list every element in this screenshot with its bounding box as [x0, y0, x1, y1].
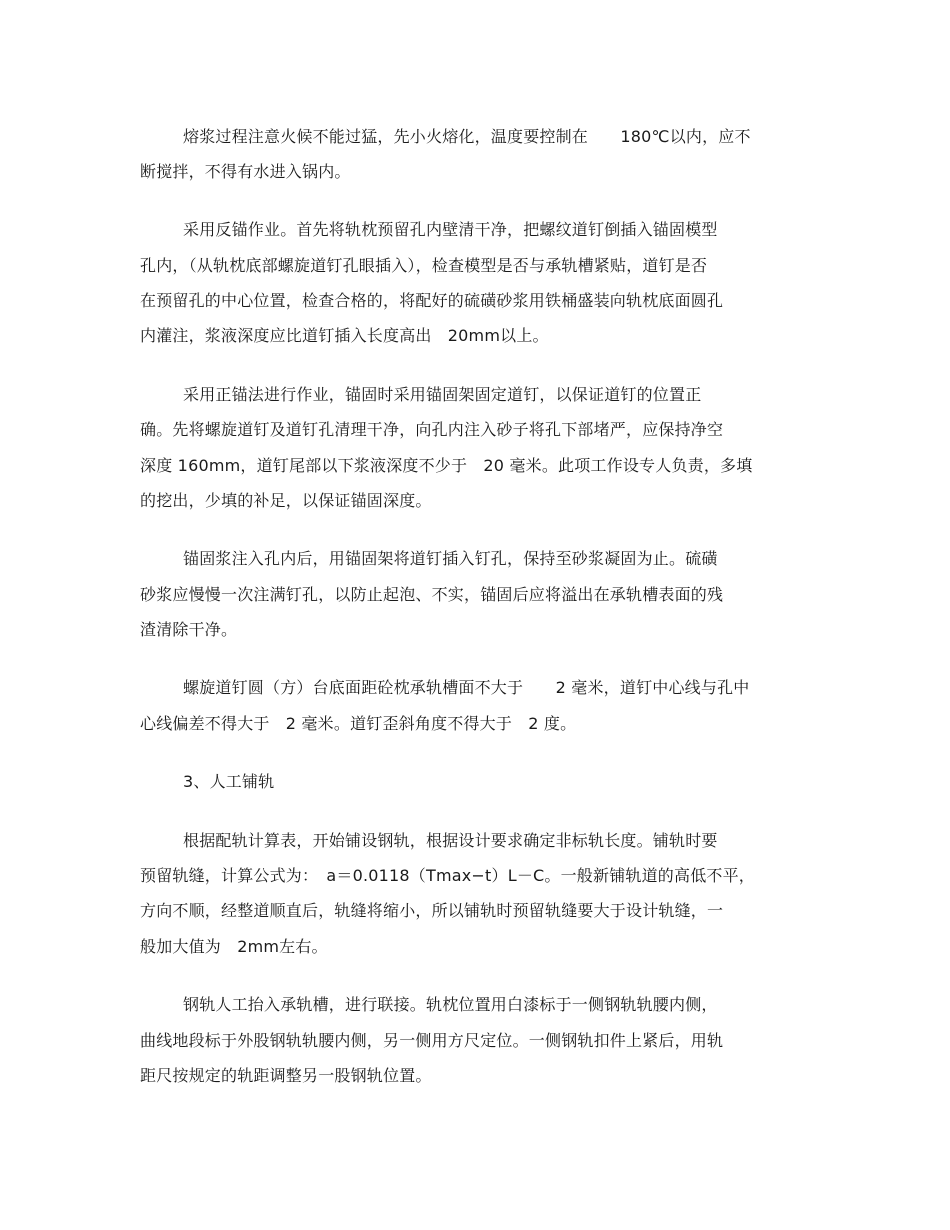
paragraph-4-line-2: 砂浆应慢慢一次注满钉孔，以防止起泡、不实，锚固后应将溢出在承轨槽表面的残: [140, 585, 724, 604]
paragraph-2-line-2: 孔内，（从轨枕底部螺旋道钉孔眼插入），检查模型是否与承轨槽紧贴，道钉是否: [140, 256, 708, 275]
paragraph-6-line-3: 方向不顺，经整道顺直后，轨缝将缩小，所以铺轨时预留轨缝要大于设计轨缝，一: [140, 901, 724, 920]
paragraph-3-line-1: 采用正锚法进行作业，锚固时采用锚固架固定道钉，以保证道钉的位置正: [183, 385, 702, 404]
paragraph-3-line-4: 的挖出，少填的补足，以保证锚固深度。: [140, 491, 432, 510]
paragraph-3-line-3: 深度 160mm，道钉尾部以下浆液深度不少于 20 毫米。此项工作设专人负责，多填: [140, 456, 753, 475]
section-heading: 3、人工铺轨: [183, 772, 275, 791]
paragraph-7-line-1: 钢轨人工抬入承轨槽，进行联接。轨枕位置用白漆标于一侧钢轨轨腰内侧，: [183, 995, 718, 1014]
paragraph-6-line-1: 根据配轨计算表，开始铺设钢轨，根据设计要求确定非标轨长度。铺轨时要: [183, 831, 718, 850]
paragraph-1-line-1: 熔浆过程注意火候不能过猛，先小火熔化，温度要控制在 180℃以内，应不: [183, 127, 751, 146]
paragraph-5-line-1: 螺旋道钉圆（方）台底面距砼枕承轨槽面不大于 2 毫米，道钉中心线与孔中: [183, 678, 750, 697]
paragraph-2-line-3: 在预留孔的中心位置，检查合格的，将配好的硫磺砂浆用铁桶盛装向轨枕底面圆孔: [140, 291, 724, 310]
paragraph-5-line-2: 心线偏差不得大于 2 毫米。道钉歪斜角度不得大于 2 度。: [140, 714, 577, 733]
paragraph-7-line-2: 曲线地段标于外股钢轨轨腰内侧，另一侧用方尺定位。一侧钢轨扣件上紧后，用轨: [140, 1031, 724, 1050]
paragraph-2-line-1: 采用反锚作业。首先将轨枕预留孔内壁清干净，把螺纹道钉倒插入锚固模型: [183, 220, 718, 239]
paragraph-1-line-2: 断搅拌，不得有水进入锅内。: [140, 162, 351, 181]
paragraph-6-line-2: 预留轨缝，计算公式为： a＝0.0118（Tmax−t）L－C。一般新铺轨道的高低不平，: [140, 866, 755, 885]
paragraph-6-line-4: 般加大值为 2mm左右。: [140, 937, 328, 956]
paragraph-3-line-2: 确。先将螺旋道钉及道钉孔清理干净，向孔内注入砂子将孔下部堵严，应保持净空: [140, 420, 724, 439]
paragraph-4-line-3: 渣清除干净。: [140, 620, 238, 639]
paragraph-4-line-1: 锚固浆注入孔内后，用锚固架将道钉插入钉孔，保持至砂浆凝固为止。硫磺: [183, 549, 718, 568]
paragraph-7-line-3: 距尺按规定的轨距调整另一股钢轨位置。: [140, 1066, 432, 1085]
paragraph-2-line-4: 内灌注，浆液深度应比道钉插入长度高出 20mm以上。: [140, 326, 549, 345]
